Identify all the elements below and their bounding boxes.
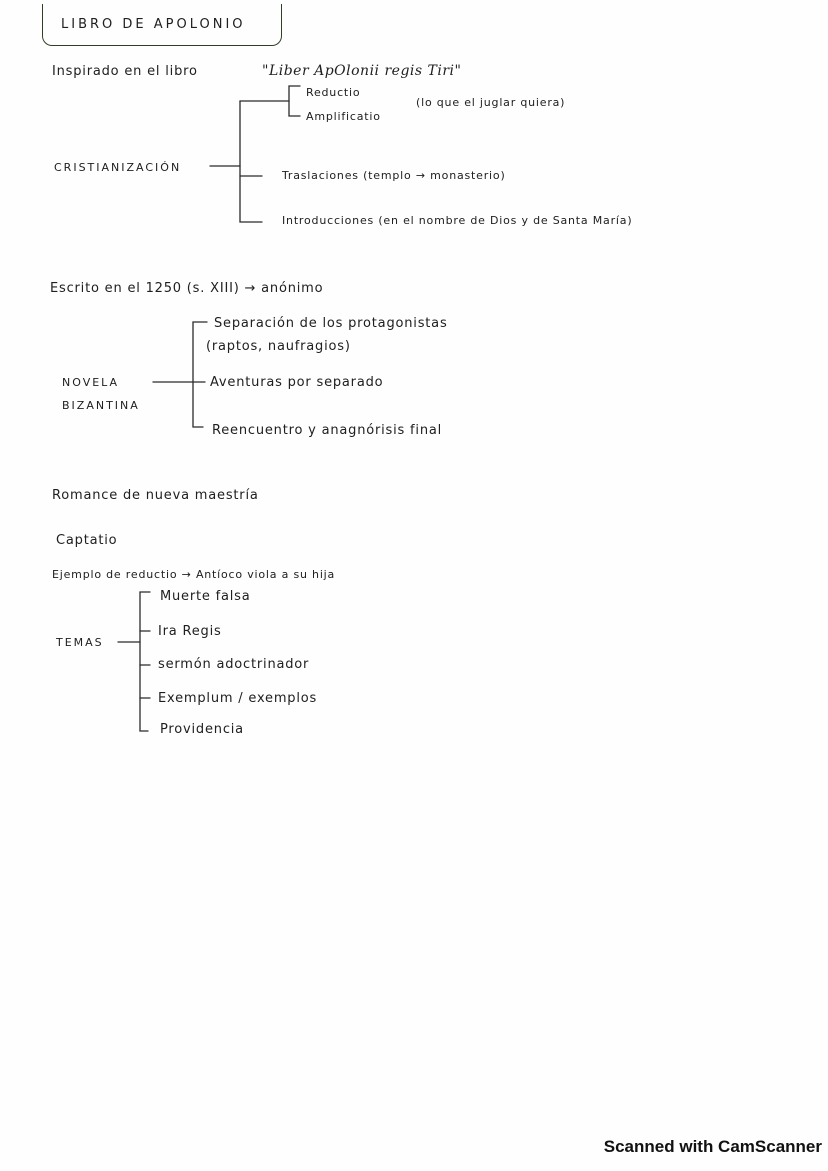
- liber-apolonii-text: "Liber ApOlonii regis Tiri": [262, 63, 462, 79]
- tema-item: Exemplum / exemplos: [158, 691, 318, 706]
- escrito-text: Escrito en el 1250 (s. XIII) → anónimo: [50, 281, 324, 296]
- cristianizacion-label: CRISTIANIZACIÓN: [54, 161, 182, 174]
- traslaciones-text: Traslaciones (templo → monasterio): [282, 169, 506, 182]
- captatio-text: Captatio: [56, 533, 118, 548]
- ejemplo-text: Ejemplo de reductio → Antíoco viola a su hija: [52, 568, 336, 581]
- juglar-note: (lo que el juglar quiera): [416, 96, 566, 109]
- amplificatio-text: Amplificatio: [306, 110, 381, 123]
- temas-label: TEMAS: [56, 636, 104, 649]
- tema-item: Providencia: [160, 722, 244, 737]
- romance-text: Romance de nueva maestría: [52, 488, 259, 503]
- bizantina-label: BIZANTINA: [62, 399, 140, 412]
- aventuras-text: Aventuras por separado: [210, 375, 384, 390]
- introducciones-text: Introducciones (en el nombre de Dios y de Santa María): [282, 214, 633, 227]
- page-title: LIBRO DE APOLONIO: [61, 17, 246, 32]
- reencuentro-text: Reencuentro y anagnórisis final: [212, 423, 443, 438]
- raptos-text: (raptos, naufragios): [206, 339, 351, 354]
- tema-item: Ira Regis: [158, 624, 222, 639]
- novela-label: NOVELA: [62, 376, 120, 389]
- tema-item: Muerte falsa: [160, 589, 251, 604]
- reductio-text: Reductio: [306, 86, 361, 99]
- separacion-text: Separación de los protagonistas: [214, 316, 448, 331]
- inspirado-text: Inspirado en el libro: [52, 64, 198, 79]
- tema-item: sermón adoctrinador: [158, 657, 310, 672]
- camscanner-watermark: Scanned with CamScanner: [603, 1137, 822, 1156]
